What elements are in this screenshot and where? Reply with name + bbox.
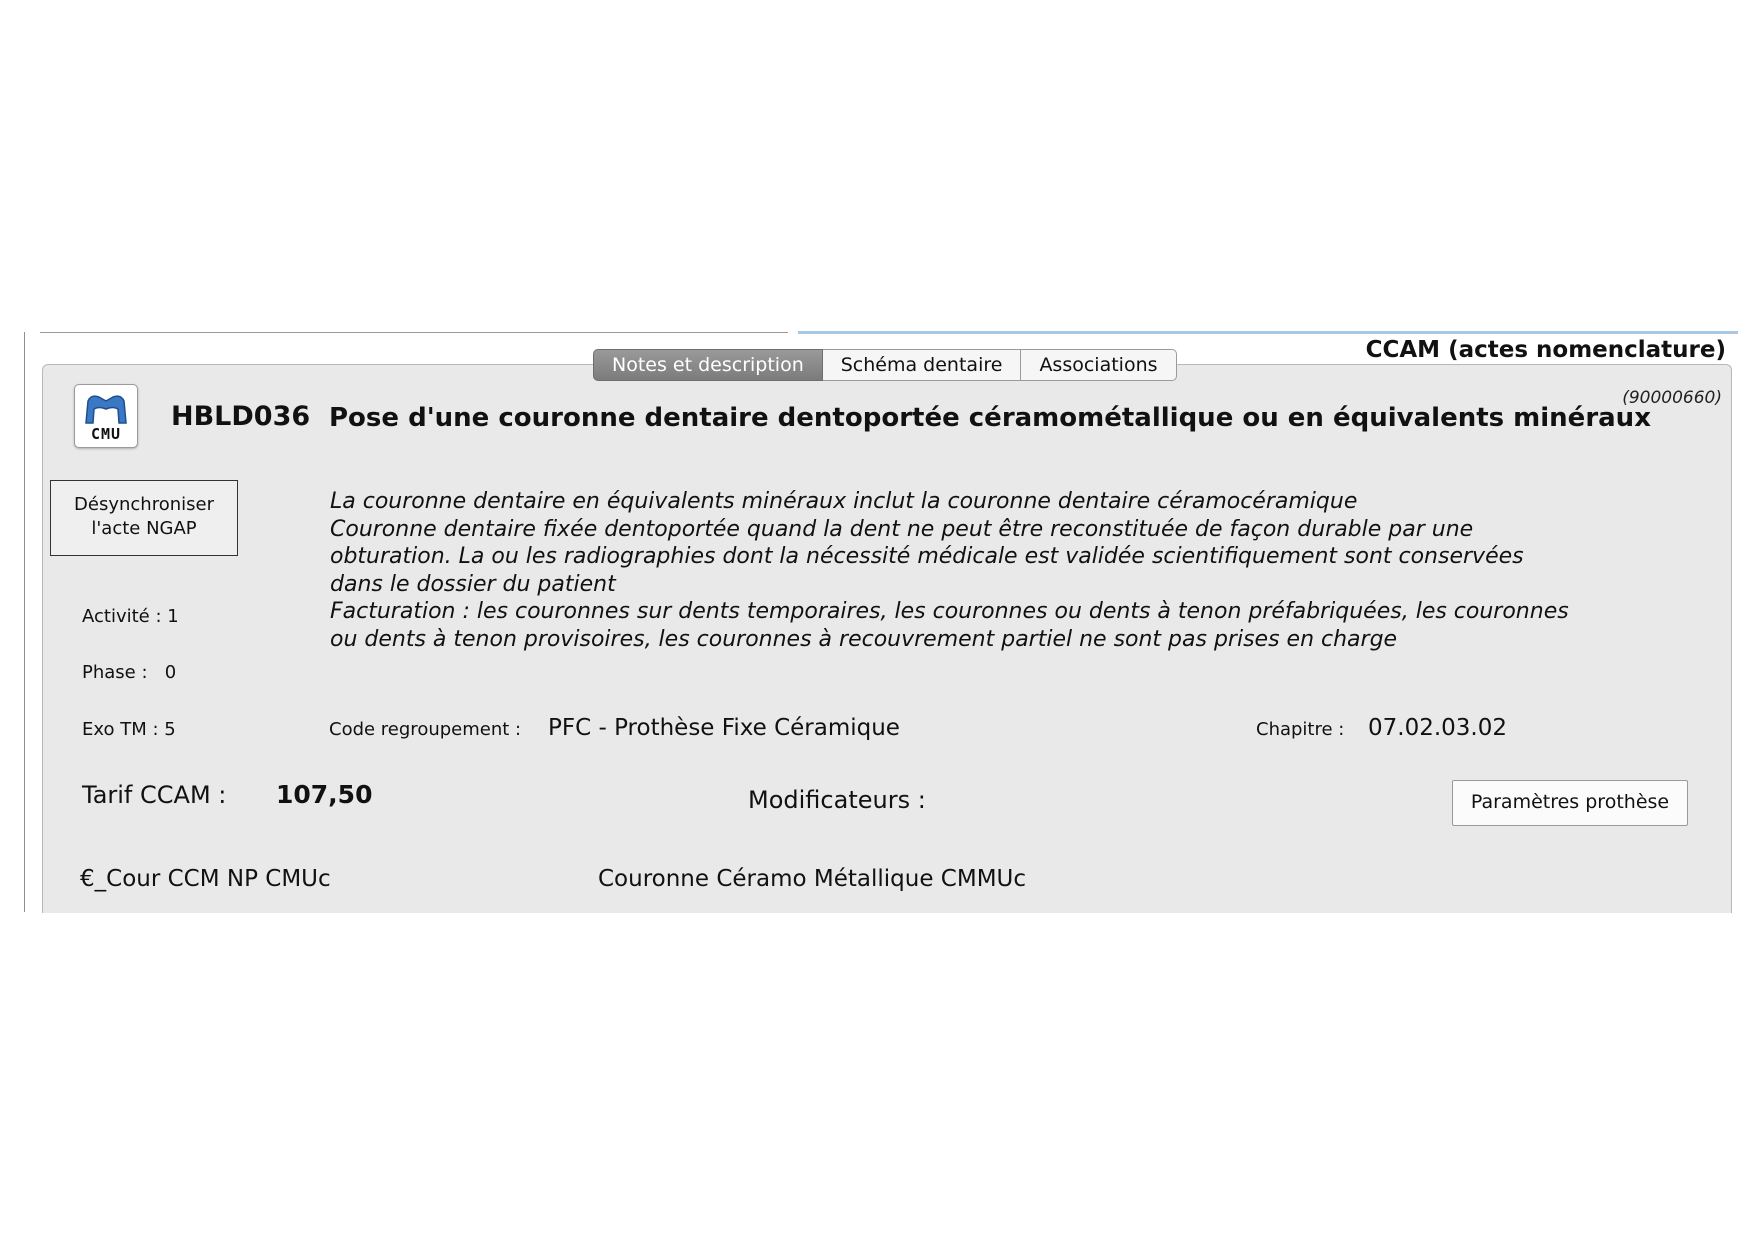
tab-bar bbox=[593, 349, 1177, 381]
ngap-act-label: Couronne Céramo Métallique CMMUc bbox=[598, 866, 1027, 892]
modificateurs-label: Modificateurs : bbox=[748, 786, 926, 814]
exo-tm-field: Exo TM : 5 bbox=[82, 719, 176, 740]
tarif-ccam-value: 107,50 bbox=[276, 780, 373, 809]
tarif-ccam-label: Tarif CCAM : bbox=[82, 781, 227, 809]
code-regroupement-label: Code regroupement : bbox=[329, 719, 522, 740]
desync-button-line2: l'acte NGAP bbox=[91, 518, 197, 539]
act-title: Pose d'une couronne dentaire dentoportée céramométallique ou en équivalents minéraux bbox=[329, 403, 1651, 433]
ngap-act-code: €_Cour CCM NP CMUc bbox=[80, 866, 331, 892]
code-regroupement-value: PFC - Prothèse Fixe Céramique bbox=[548, 715, 900, 741]
phase-field: Phase : 0 bbox=[82, 662, 177, 683]
description-paragraph: Facturation : les couronnes sur dents temporaires, les couronnes ou dents à tenon préfabriquées, les couronnes ou dents à tenon provisoires, les couronnes à recouvrement partiel ne sont pas prises en charge bbox=[330, 599, 1569, 652]
desync-button-line1: Désynchroniser bbox=[74, 494, 214, 515]
cmu-logo-icon bbox=[74, 384, 138, 448]
act-reference-code: (90000660) bbox=[1622, 388, 1722, 408]
frame-divider-left bbox=[40, 332, 788, 333]
panel-title: CCAM (actes nomenclature) bbox=[1365, 337, 1726, 363]
frame-divider-right bbox=[798, 331, 1738, 334]
act-description bbox=[330, 488, 1580, 653]
chapitre-label: Chapitre : bbox=[1256, 719, 1345, 740]
tab-schema-dentaire[interactable]: Schéma dentaire bbox=[823, 349, 1022, 381]
act-code: HBLD036 bbox=[171, 401, 311, 432]
chapitre-value: 07.02.03.02 bbox=[1368, 715, 1507, 741]
parametres-prothese-button[interactable]: Paramètres prothèse bbox=[1452, 780, 1688, 826]
desynchronize-ngap-button[interactable] bbox=[50, 480, 238, 556]
activite-field: Activité : 1 bbox=[82, 606, 179, 627]
logo-text: CMU bbox=[90, 425, 122, 443]
tab-associations[interactable]: Associations bbox=[1021, 349, 1176, 381]
description-paragraph: La couronne dentaire en équivalents minéraux inclut la couronne dentaire céramocéramique bbox=[330, 489, 1358, 514]
description-paragraph: Couronne dentaire fixée dentoportée quand la dent ne peut être reconstituée de façon durable par une obturation. La ou les radiographies dont la nécessité médicale est validée scientifiquement sont conservées dans le dossier du patient bbox=[330, 516, 1524, 597]
tab-notes-description[interactable]: Notes et description bbox=[593, 349, 823, 381]
